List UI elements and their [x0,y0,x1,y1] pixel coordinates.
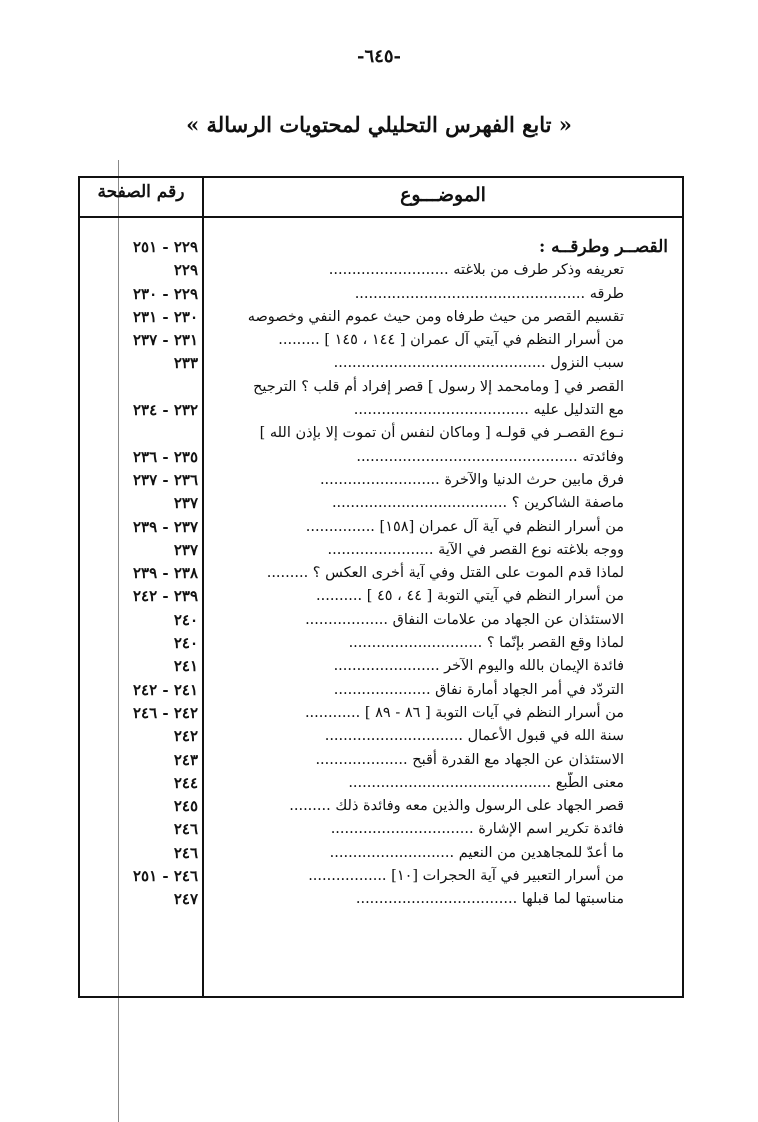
topic-cell: الاستئذان عن الجهاد من علامات النفاق .................. [305,611,624,628]
topic-cell: من أسرار النظم في آية آل عمران [١٥٨] ............... [305,518,624,535]
table-row [80,283,682,306]
page-range-cell: ٢٤٧ [173,890,198,909]
section-heading: القصــر وطرقــه : [538,237,668,257]
table-row [80,702,682,725]
header-page-number: رقم الصفحة [97,182,185,202]
topic-cell: معنى الطّبع ............................................ [348,774,624,791]
table-row [80,818,682,841]
page-range-cell: ٢٤١ [173,657,198,676]
topic-cell: نـوع القصـر في قولـه [ وماكان لنفس أن تموت إلا بإذن الله ] [259,425,624,442]
table-row [80,632,682,655]
page-number: -٦٤٥- [357,46,401,67]
topic-cell: مع التدليل عليه ...................................... [353,402,624,419]
page-range-cell: ٢٣٧ [173,494,198,513]
page-range-cell: ٢٣٩ - ٢٤٢ [132,587,198,606]
page-range-cell: ٢٤٣ [173,750,198,769]
topic-cell: فائدة تكرير اسم الإشارة ............................... [330,821,624,838]
header-topic: الموضـــوع [400,184,486,206]
topic-cell: ووجه بلاغته نوع القصر في الآية ....................... [327,541,624,558]
topic-cell: تعريفه وذكر طرف من بلاغته .......................... [328,262,624,279]
topic-cell: مناسبتها لما قبلها ................................... [355,891,624,908]
page-range-cell: ٢٣١ - ٢٣٧ [132,331,198,350]
page-range-cell: ٢٣٨ - ٢٣٩ [132,564,198,583]
page-range-cell: ٢٤٠ [173,634,198,653]
topic-cell: فرق مابين حرث الدنيا والآخرة .......................... [319,471,624,488]
page-range-cell: ٢٣٠ - ٢٣١ [132,307,198,326]
topic-cell: من أسرار النظم في آيتي آل عمران [ ١٤٤ ، ١٤٥ ] ......... [278,332,624,349]
table-row [80,795,682,818]
topic-cell: ما أعدّ للمجاهدين من النعيم ........................... [329,844,624,861]
topic-cell: تقسيم القصر من حيث طرفاه ومن حيث عموم النفي وخصوصه [247,308,624,325]
page-range-cell: ٢٣٣ [173,354,198,373]
table-row [80,306,682,329]
topic-cell: القصر في [ ومامحمد إلا رسول ] قصر إفراد أم قلب ؟ الترجيح [253,378,624,395]
table-row [80,749,682,772]
table-row [80,865,682,888]
topic-cell: من أسرار النظم في آيتي التوبة [ ٤٤ ، ٤٥ ] .......... [316,588,624,605]
table-row [80,679,682,702]
table-row [80,236,682,259]
topic-cell: لماذا قدم الموت على القتل وفي آية أخرى العكس ؟ ......... [266,565,624,582]
table-row [80,352,682,375]
table-row [80,562,682,585]
topic-cell: لماذا وقع القصر بإنّما ؟ ............................. [348,635,624,652]
table-row [80,446,682,469]
table-row [80,516,682,539]
table-row [80,842,682,865]
table-row [80,772,682,795]
topic-cell: قصر الجهاد على الرسول والذين معه وفائدة ذلك ......... [289,798,624,815]
page-range-cell: ٢٢٩ - ٢٣٠ [132,284,198,303]
table-row [80,609,682,632]
page-range-cell: ٢٣٧ - ٢٣٩ [132,517,198,536]
page-range-cell: ٢٣٦ - ٢٣٧ [132,470,198,489]
topic-cell: من أسرار النظم في آيات التوبة [ ٨٦ - ٨٩ ] ............ [304,704,624,721]
page-range-cell: ٢٤١ - ٢٤٢ [132,680,198,699]
topic-cell: التردّد في أمر الجهاد أمارة نفاق ..................... [333,681,624,698]
table-row [80,492,682,515]
page-title: « تابع الفهرس التحليلي لمحتويات الرسالة » [186,112,572,137]
page-range-cell: ٢٤٦ [173,820,198,839]
table-row [80,399,682,422]
topic-cell: فائدة الإيمان بالله واليوم الآخر ....................... [333,658,624,675]
topic-cell: سبب النزول .............................................. [333,355,624,372]
table-row [80,376,682,399]
table-body [80,236,682,912]
table-row [80,469,682,492]
page-range-cell: ٢٢٩ [173,261,198,280]
page-range-cell: ٢٣٧ [173,540,198,559]
page-range-cell: ٢٤٦ - ٢٥١ [132,867,198,886]
page-range-cell: ٢٢٩ - ٢٥١ [132,238,198,256]
page-range-cell: ٢٣٢ - ٢٣٤ [132,401,198,420]
topic-cell: سنة الله في قبول الأعمال .............................. [324,728,624,745]
table-row [80,585,682,608]
page-range-cell: ٢٤٠ [173,610,198,629]
topic-cell: من أسرار التعبير في آية الحجرات [١٠] ................. [308,868,624,885]
table-row [80,329,682,352]
table-row [80,422,682,445]
topic-cell: طرقه .................................................. [354,285,624,302]
page-range-cell: ٢٤٥ [173,797,198,816]
table-row [80,655,682,678]
index-table [78,176,684,998]
page-range-cell: ٢٤٦ [173,843,198,862]
page-range-cell: ٢٤٤ [173,773,198,792]
page-range-cell: ٢٣٥ - ٢٣٦ [132,447,198,466]
page-range-cell: ٢٤٢ [173,727,198,746]
topic-cell: ماصفة الشاكرين ؟ ...................................... [331,495,624,512]
table-row [80,725,682,748]
page-range-cell: ٢٤٢ - ٢٤٦ [132,703,198,722]
topic-cell: وفائدته ................................................ [356,448,624,465]
table-row [80,888,682,911]
table-header [80,178,682,218]
table-row [80,539,682,562]
topic-cell: الاستئذان عن الجهاد مع القدرة أقبح .................... [315,751,624,768]
table-row [80,259,682,282]
